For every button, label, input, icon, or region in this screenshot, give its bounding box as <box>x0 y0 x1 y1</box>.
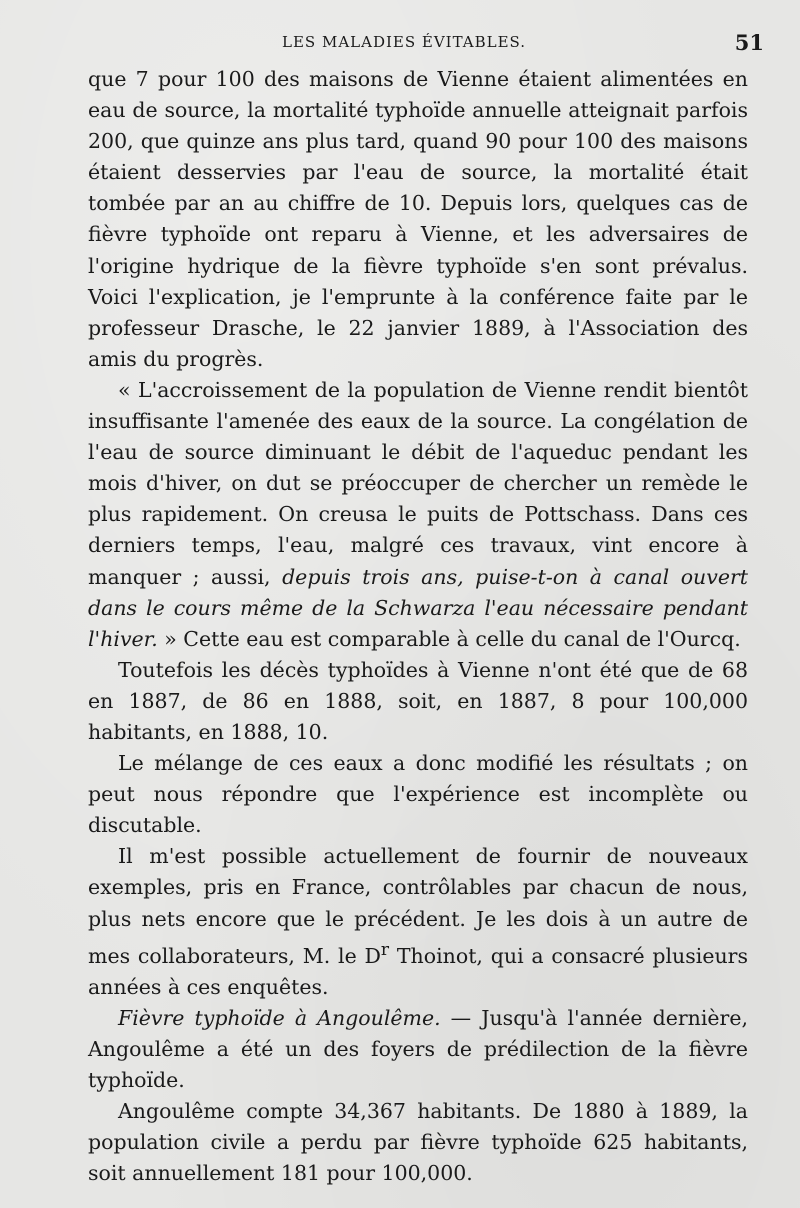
section-heading-angouleme: Fièvre typhoïde à Angoulême. <box>118 1005 441 1030</box>
paragraph-5-end: Thoinot, qui a consacré plusieurs années à ces enquêtes. <box>88 943 748 999</box>
paragraph-6-text: — Jusqu'à l'année dernière, Angoulême a été un des foyers de prédilection de la fièvre typhoïde. <box>88 1005 748 1092</box>
paragraph-2-quote <box>88 375 748 655</box>
running-head <box>88 30 764 58</box>
paragraph-7: Angoulême compte 34,367 habitants. De 1880 à 1889, la population civile a perdu par fièvre typhoïde 625 habitants, soit annuellement 181 pour 100,000. <box>88 1098 748 1186</box>
paragraph-5 <box>88 841 748 1002</box>
quote-text-end: » Cette eau est comparable à celle du canal de l'Ourcq. <box>157 626 741 651</box>
paragraph-6 <box>88 1003 748 1096</box>
body-text <box>88 64 748 1189</box>
page-number: 51 <box>734 30 764 55</box>
quote-text-start: « L'accroissement de la population de Vienne rendit bientôt insuffisante l'amenée des eaux de la source. La congélation de l'eau de source diminuant le débit de l'aqueduc pendant les mois d'hiver, on dut se préoccuper de chercher un remède le plus rapidement. On creusa le puits de Pottschass. Dans ces derniers temps, l'eau, malgré ces travaux, vint encore à manquer ; aussi, <box>88 377 748 589</box>
quote-italic-text: depuis trois ans, puise-t-on à canal ouvert dans le cours même de la Schwarza l'eau nécessaire pendant l'hiver. <box>88 564 748 651</box>
running-head-title: LES MALADIES ÉVITABLES. <box>282 33 527 51</box>
doctor-abbrev-superscript: r <box>380 939 390 960</box>
paragraph-5-start: Il m'est possible actuellement de fournir de nouveaux exemples, pris en France, contrôlables par chacun de nous, plus nets encore que le précédent. Je les dois à un autre de mes collaborateurs, M. le D <box>88 844 748 968</box>
paragraph-1: que 7 pour 100 des maisons de Vienne étaient alimentées en eau de source, la mortalité typhoïde annuelle atteignait parfois 200, que quinze ans plus tard, quand 90 pour 100 des maisons étaient desservies par l'eau de source, la mortalité était tombée par an au chiffre de 10. Depuis lors, quelques cas de fièvre typhoïde ont reparu à Vienne, et les adversaires de l'origine hydrique de la fièvre typhoïde s'en sont prévalus. Voici l'explication, je l'emprunte à la conférence faite par le professeur Drasche, le 22 janvier 1889, à l'Association des amis du progrès. <box>88 67 748 371</box>
paragraph-4: Le mélange de ces eaux a donc modifié les résultats ; on peut nous répondre que l'expérience est incomplète ou discutable. <box>88 751 748 838</box>
paragraph-3: Toutefois les décès typhoïdes à Vienne n'ont été que de 68 en 1887, de 86 en 1888, soit, en 1887, 8 pour 100,000 habitants, en 1888, 10. <box>88 657 748 744</box>
